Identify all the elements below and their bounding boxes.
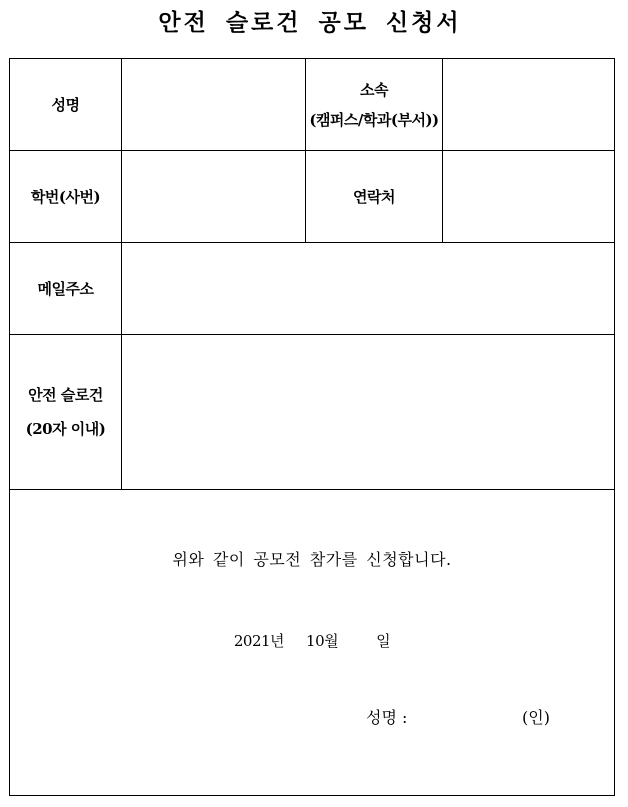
affiliation-sublabel: (캠퍼스/학과(부서)) (309, 110, 439, 129)
seal-mark: (인) (522, 708, 550, 727)
declaration-date (10, 630, 614, 651)
name-field[interactable] (122, 59, 306, 151)
form-row-declaration (10, 490, 615, 796)
signature-label: 성명 : (366, 708, 408, 727)
form-row-email (10, 243, 615, 335)
slogan-field[interactable] (122, 335, 615, 490)
slogan-label-cell (10, 335, 122, 490)
affiliation-label: 소속 (360, 80, 388, 99)
affiliation-field[interactable] (443, 59, 615, 151)
document-title: 안전 슬로건 공모 신청서 (158, 9, 462, 36)
form-row-student-id (10, 151, 615, 243)
contact-field[interactable] (443, 151, 615, 243)
form-row-name (10, 59, 615, 151)
student-id-field[interactable] (122, 151, 306, 243)
slogan-limit-label: (20자 이내) (25, 420, 106, 438)
declaration-area (10, 490, 614, 795)
email-field[interactable] (122, 243, 615, 335)
name-label: 성명 (10, 59, 122, 151)
date-day: 일 (376, 632, 391, 650)
email-label: 메일주소 (10, 243, 122, 335)
form-row-slogan (10, 335, 615, 490)
affiliation-label-cell (306, 59, 443, 151)
declaration-sentence: 위와 같이 공모전 참가를 신청합니다. (172, 550, 452, 569)
date-year: 2021년 (233, 632, 285, 650)
slogan-label: 안전 슬로건 (28, 386, 103, 404)
contact-label: 연락처 (306, 151, 443, 243)
application-form (9, 58, 615, 796)
date-month: 10월 (306, 632, 339, 650)
student-id-label: 학번(사번) (10, 151, 122, 243)
declaration-cell (10, 490, 615, 796)
